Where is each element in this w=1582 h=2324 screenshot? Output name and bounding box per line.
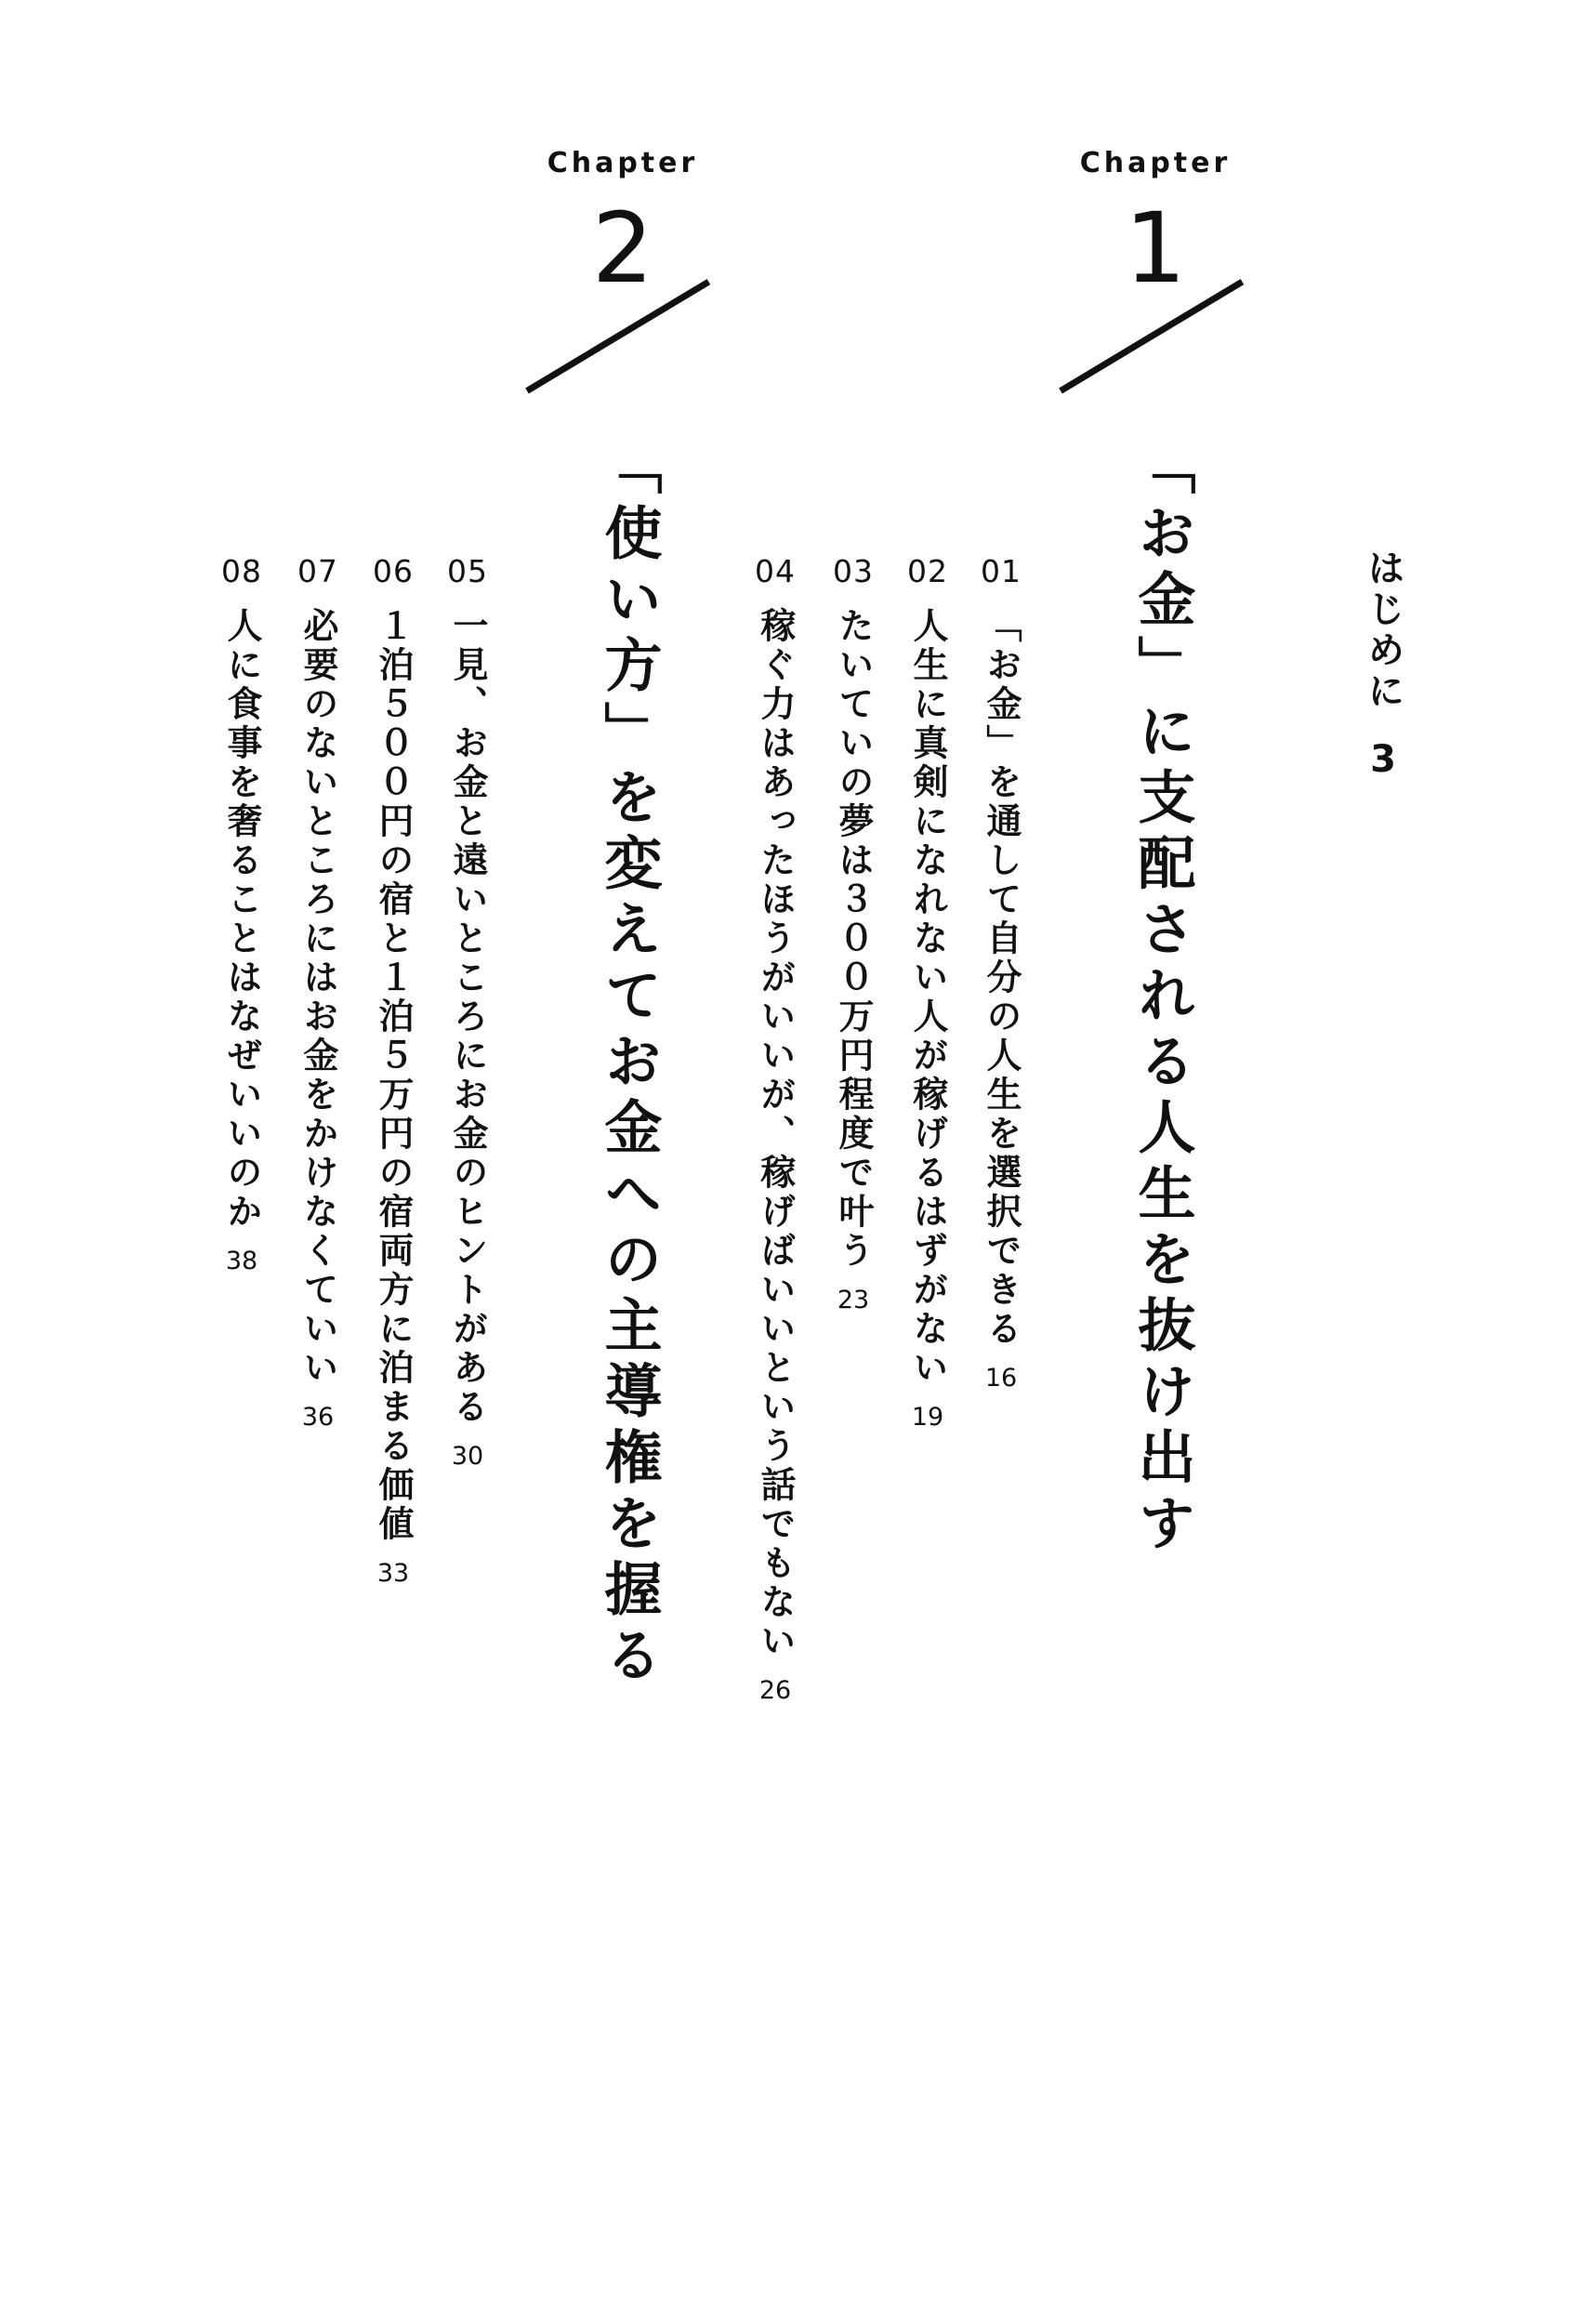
entry-page-number: 19 [911, 1403, 944, 1432]
chapter-1-number: 1 [1124, 191, 1187, 305]
toc-entry-02 [900, 553, 956, 1432]
entry-title: 稼ぐ力はあったほうがいいが、稼げばいいという話でもない [755, 607, 796, 1661]
entry-number: 03 [833, 553, 874, 589]
intro-entry [1357, 548, 1410, 785]
toc-entry-06 [365, 553, 421, 1588]
intro-page-number: 3 [1362, 738, 1404, 785]
toc-entry-08 [214, 553, 270, 1275]
entry-number: 07 [297, 553, 338, 589]
entry-page-number: 30 [451, 1442, 484, 1471]
entry-title: 人生に真剣になれない人が稼げるはずがない [907, 607, 948, 1388]
entry-page-number: 26 [758, 1676, 792, 1705]
chapter-2-label: Chapter [547, 147, 699, 179]
entry-number: 06 [373, 553, 414, 589]
toc-entry-01 [973, 553, 1029, 1393]
entry-page-number: 33 [376, 1559, 410, 1588]
entry-title: １泊５００円の宿と１泊５万円の宿両方に泊まる価値 [373, 607, 414, 1544]
chapter-2-number: 2 [591, 191, 654, 305]
toc-entry-03 [825, 553, 881, 1314]
entry-page-number: 23 [837, 1286, 870, 1314]
chapter-2-title: 「使い方」を変えてお金への主導権を握る [595, 437, 663, 1691]
entry-page-number: 16 [984, 1364, 1018, 1393]
entry-number: 02 [907, 553, 948, 589]
toc-entry-05 [440, 553, 495, 1471]
chapter-1-label: Chapter [1079, 147, 1232, 179]
toc-entry-04 [747, 553, 803, 1705]
entry-number: 01 [981, 553, 1022, 589]
entry-page-number: 36 [301, 1403, 335, 1432]
entry-title: たいていの夢は３００万円程度で叶う [833, 607, 874, 1271]
entry-title: 必要のないところにはお金をかけなくていい [297, 607, 338, 1388]
entry-title: 「お金」を通して自分の人生を選択できる [981, 607, 1022, 1349]
intro-label: はじめに [1362, 548, 1404, 712]
entry-number: 05 [447, 553, 488, 589]
chapter-1-title: 「お金」に支配される人生を抜け出す [1128, 437, 1196, 1559]
entry-number: 04 [755, 553, 796, 589]
entry-title: 一見、お金と遠いところにお金のヒントがある [447, 607, 488, 1427]
toc-entry-07 [290, 553, 346, 1432]
entry-title: 人に食事を奢ることはなぜいいのか [221, 607, 262, 1232]
entry-page-number: 38 [225, 1247, 258, 1275]
entry-number: 08 [221, 553, 262, 589]
